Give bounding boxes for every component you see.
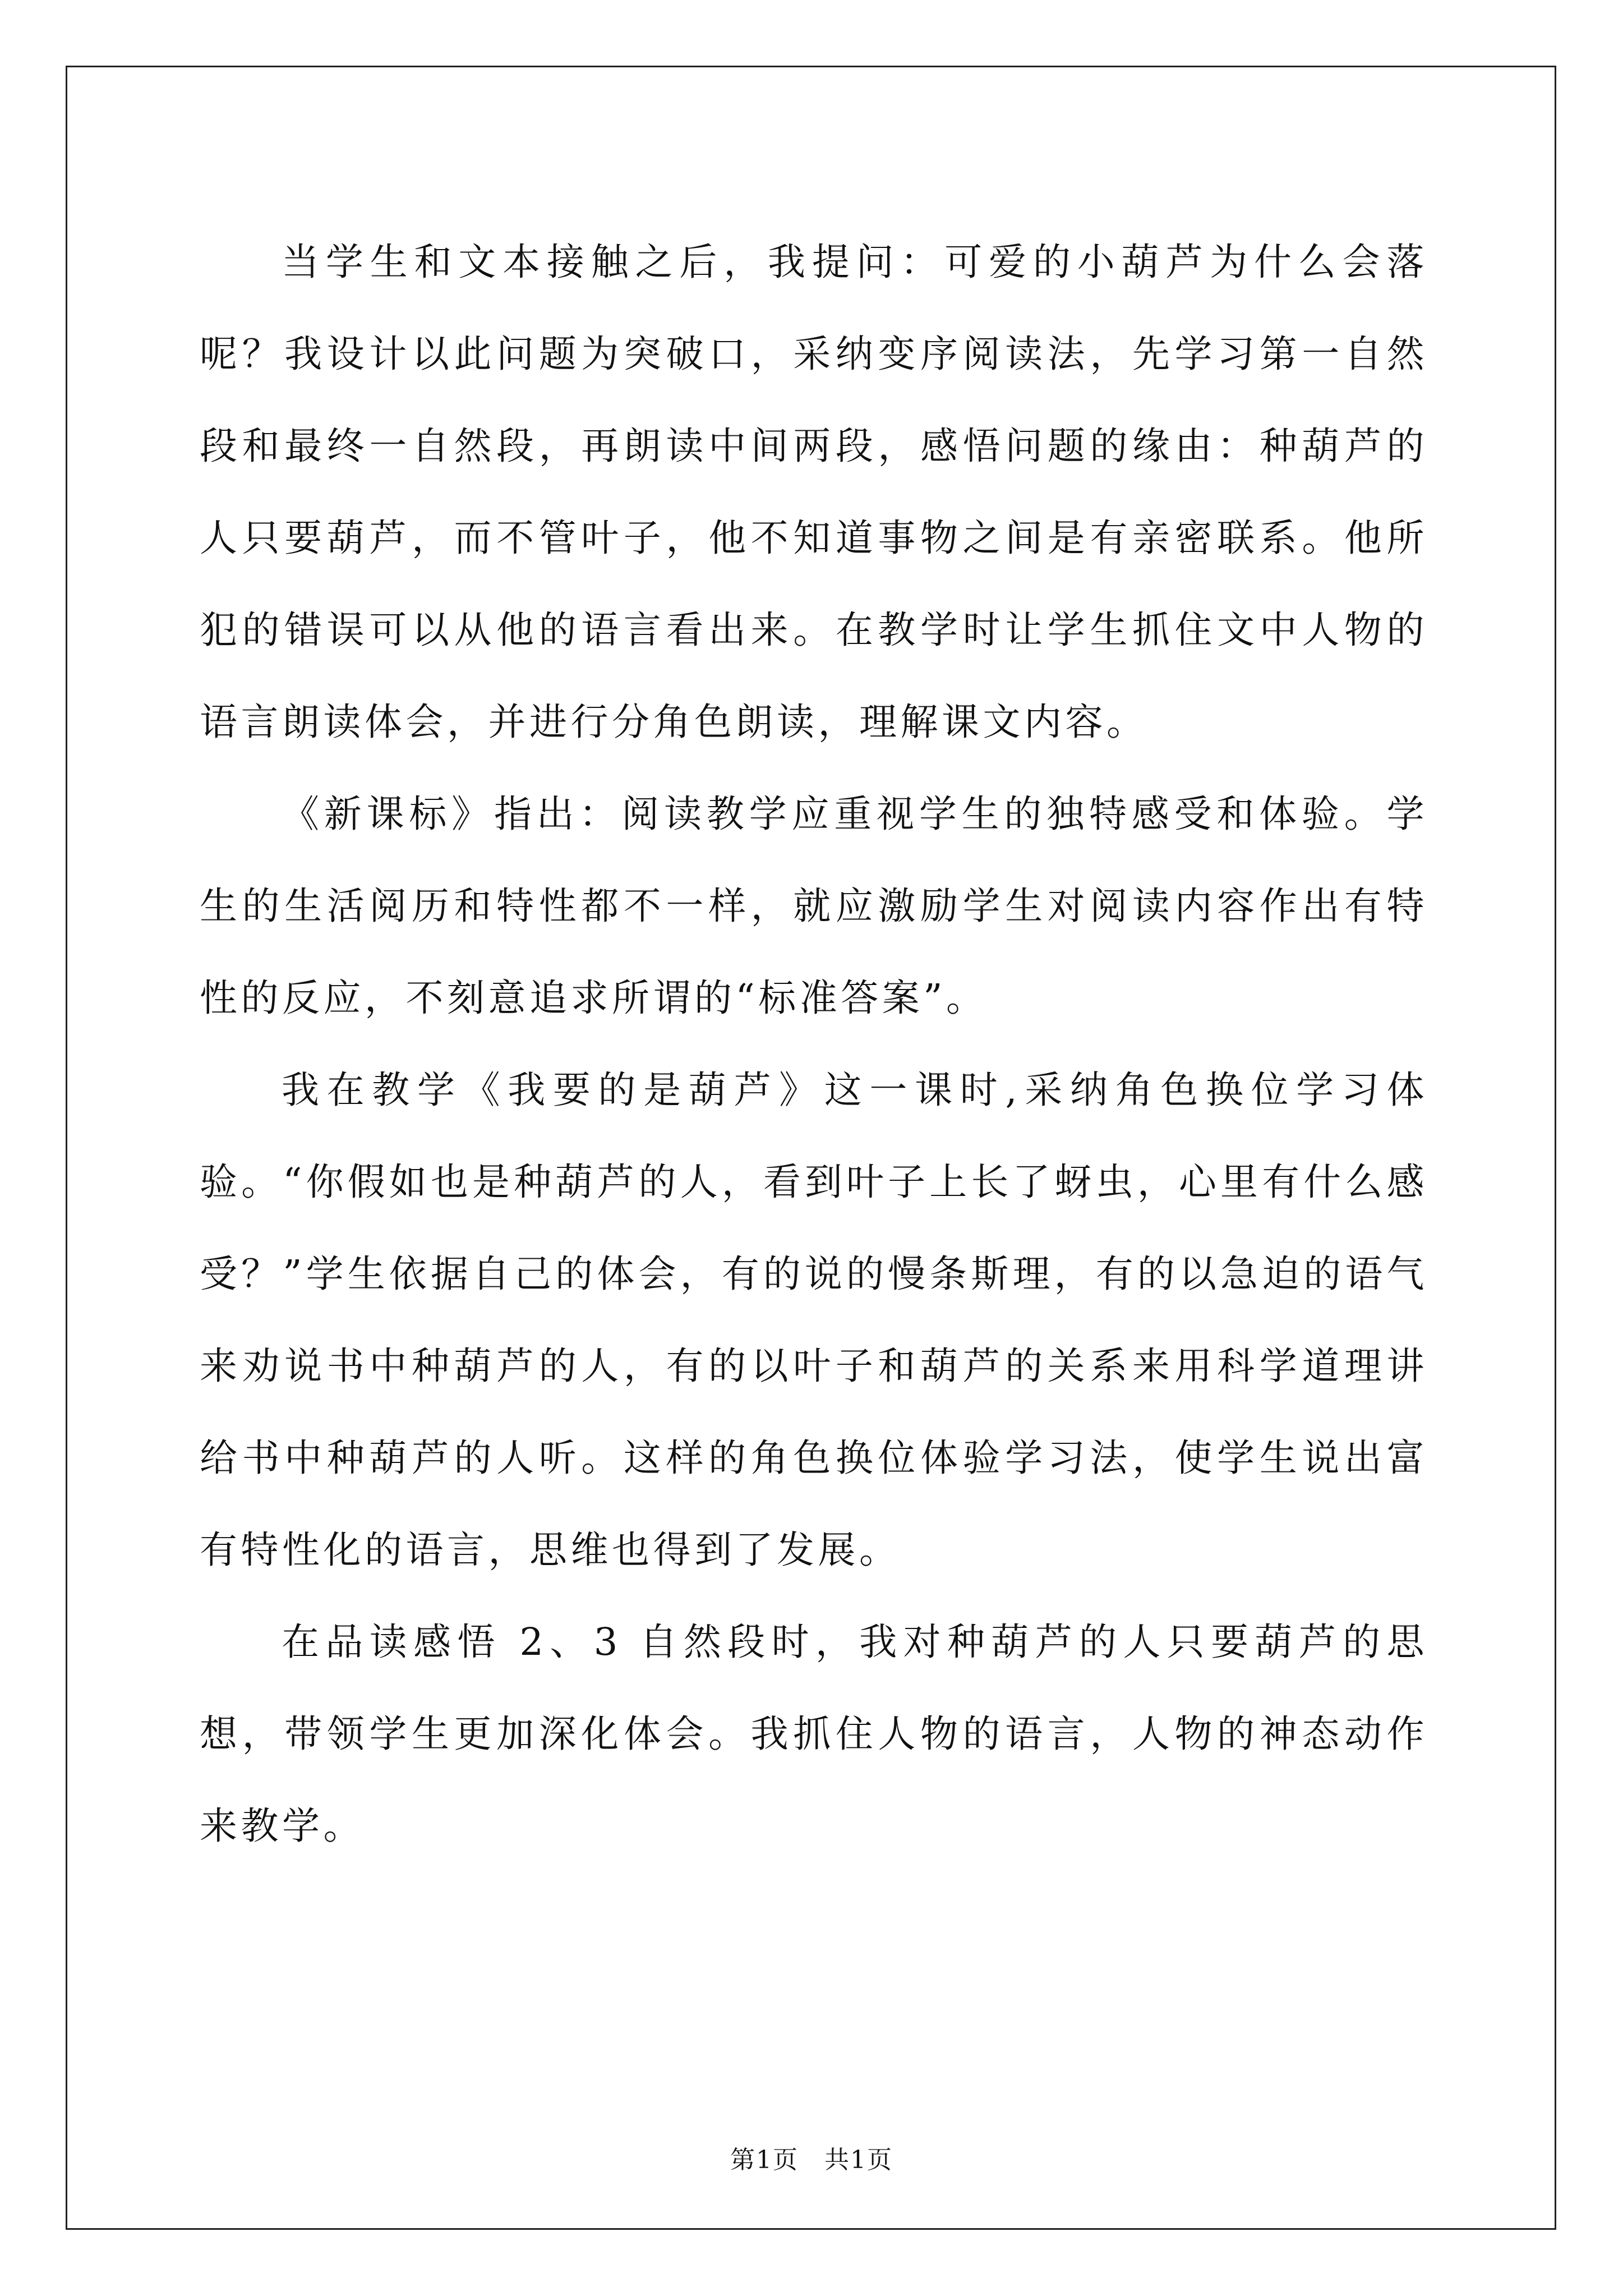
page-number-footer: 第1页 共1页 (730, 2146, 893, 2174)
document-body (200, 216, 1428, 1872)
paragraph-3: 我在教学《我要的是葫芦》这一课时,采纳角色换位学习体验。“你假如也是种葫芦的人，看到叶子上长了蚜虫，心里有什么感受？”学生依据自己的体会，有的说的慢条斯理，有的以急迫的语气来劝说书中种葫芦的人，有的以叶子和葫芦的关系来用科学道理讲给书中种葫芦的人听。这样的角色换位体验学习法，使学生说出富有特性化的语言，思维也得到了发展。 (200, 1068, 1428, 1572)
paragraph-1: 当学生和文本接触之后，我提问：可爱的小葫芦为什么会落呢？我设计以此问题为突破口，采纳变序阅读法，先学习第一自然段和最终一自然段，再朗读中间两段，感悟问题的缘由：种葫芦的人只要葫芦，而不管叶子，他不知道事物之间是有亲密联系。他所犯的错误可以从他的语言看出来。在教学时让学生抓住文中人物的语言朗读体会，并进行分角色朗读，理解课文内容。 (200, 240, 1428, 744)
paragraph-2: 《新课标》指出：阅读教学应重视学生的独特感受和体验。学生的生活阅历和特性都不一样，就应激励学生对阅读内容作出有特性的反应，不刻意追求所谓的“标准答案”。 (200, 792, 1428, 1020)
paragraph-4: 在品读感悟 2、3 自然段时，我对种葫芦的人只要葫芦的思想，带领学生更加深化体会。我抓住人物的语言，人物的神态动作来教学。 (200, 1620, 1428, 1848)
